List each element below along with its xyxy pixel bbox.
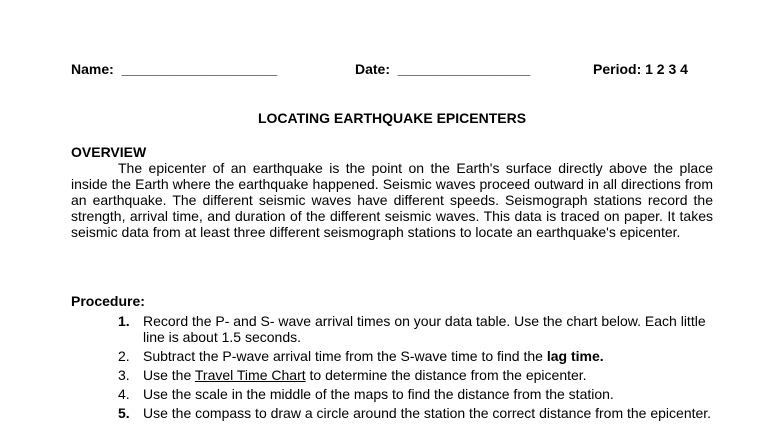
travel-time-chart-link[interactable]: Travel Time Chart [194, 367, 306, 383]
step-number: 4. [118, 386, 130, 402]
step-text: Record the P- and S- wave arrival times on your data table. Use the chart below. Each little line is about 1.5 seconds. [143, 313, 706, 345]
document-title: LOCATING EARTHQUAKE EPICENTERS [257, 110, 527, 126]
overview-heading: OVERVIEW [71, 144, 147, 160]
step-text-main: Subtract the P-wave arrival time from the S-wave time to find the [143, 348, 547, 364]
date-field[interactable]: Date: _________________ [355, 61, 531, 77]
step-text-main: Use the [143, 367, 195, 383]
overview-paragraph: The epicenter of an earthquake is the point on the Earth's surface directly above the place inside the Earth where the earthquake happened. Seismic waves proceed outward in all directions from an earthquake. The different seismic waves have different speeds. Seismograph stations record the strength, arrival time, and duration of the different seismic waves. This data is traced on paper. It takes seismic data from at least three different seismograph stations to locate an earthquake's epicenter. [71, 160, 713, 240]
procedure-step [0, 367, 784, 383]
procedure-step [0, 348, 784, 364]
period-field[interactable]: Period: 1 2 3 4 [593, 61, 688, 77]
step-text: Use the compass to draw a circle around the station the correct distance from the epicenter. [143, 405, 712, 421]
step-number: 1. [118, 313, 130, 329]
step-text-tail: to determine the distance from the epicenter. [305, 367, 587, 383]
step-text [143, 367, 723, 383]
step-number: 3. [118, 367, 130, 383]
procedure-list [0, 313, 784, 424]
step-number: 5. [118, 405, 130, 421]
step-number: 2. [118, 348, 130, 364]
name-field[interactable]: Name: ____________________ [71, 61, 278, 77]
step-text: Use the scale in the middle of the maps to find the distance from the station. [143, 386, 614, 402]
procedure-heading: Procedure: [71, 293, 145, 309]
procedure-step [0, 386, 784, 402]
student-info-row [0, 61, 784, 77]
procedure-step [0, 313, 784, 345]
lag-time-term: lag time. [546, 348, 604, 364]
step-text [143, 348, 723, 364]
procedure-step [0, 405, 784, 421]
